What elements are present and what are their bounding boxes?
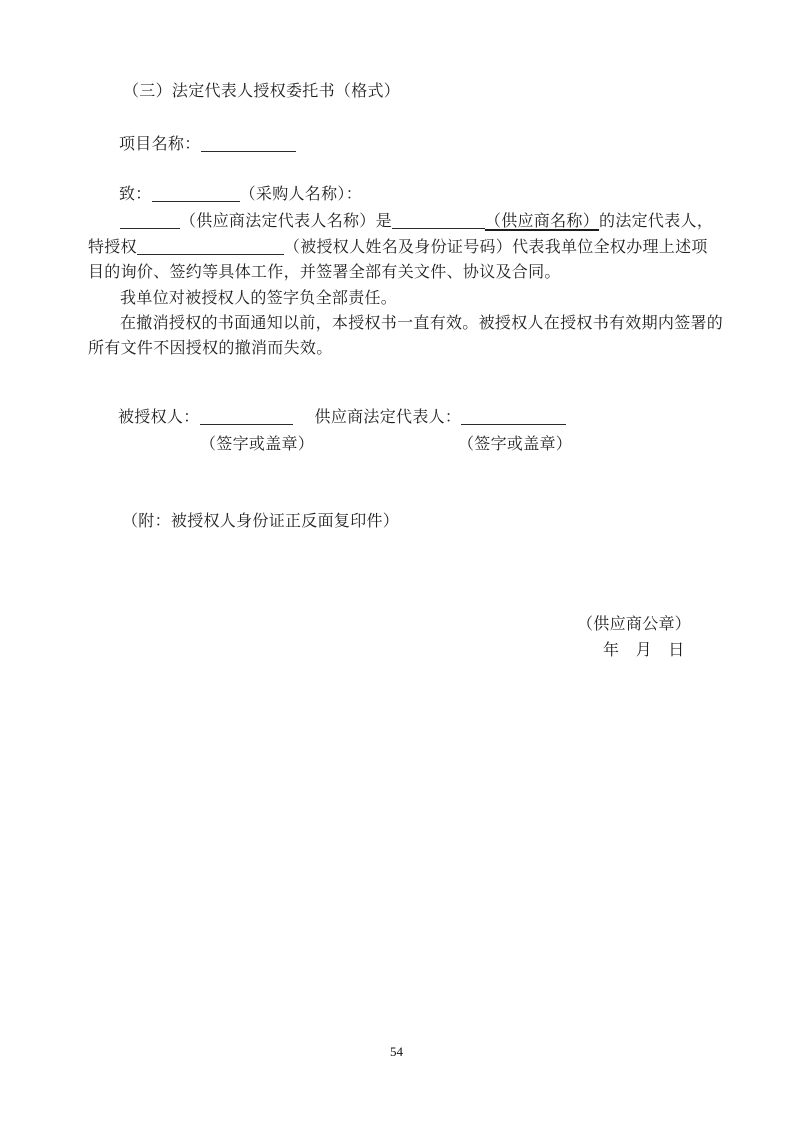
authorized-person-signature-blank: [200, 408, 293, 425]
body-line-2: [88, 235, 708, 261]
supplier-name-blank: [392, 212, 485, 229]
supplier-seal-note: （供应商公章）: [577, 616, 692, 633]
body-line-6: 所有文件不因授权的撤消而失效。: [88, 340, 333, 357]
salutation-suffix: （采购人名称）：: [239, 186, 363, 203]
project-name-blank: [201, 135, 296, 152]
sign-or-seal-note-left: （签字或盖章）: [200, 436, 315, 453]
sign-or-seal-note-right: （签字或盖章）: [458, 436, 573, 453]
entrust-prefix: 特授权: [88, 239, 137, 256]
legal-rep-name-blank: [120, 212, 180, 229]
project-name-line: [119, 132, 296, 158]
body-line-4: 我单位对被授权人的签字负全部责任。: [120, 290, 398, 307]
authorized-person-label: 被授权人：: [118, 409, 200, 426]
legal-rep-note: （供应商法定代表人名称）是: [180, 213, 392, 230]
body-line-5: 在撤消授权的书面通知以前，本授权书一直有效。被授权人在授权书有效期内签署的: [120, 315, 724, 332]
supplier-name-note: （供应商名称）: [484, 213, 600, 230]
supplier-representative-signature-blank: [461, 408, 566, 425]
project-name-label: 项目名称：: [119, 136, 201, 153]
salutation-line: [119, 182, 362, 208]
authorized-person-note: （被授权人姓名及身份证号码）: [283, 239, 513, 256]
body-line-1: [120, 209, 713, 235]
body-line-1-tail: 的法定代表人，: [599, 213, 714, 230]
purchaser-name-blank: [152, 185, 240, 202]
body-line-3: 目的询价、签约等具体工作，并签署全部有关文件、协议及合同。: [88, 264, 561, 281]
signature-line: [118, 405, 566, 431]
body-line-2-tail: 代表我单位全权办理上述项: [512, 239, 708, 256]
document-heading: （三）法定代表人授权委托书（格式）: [123, 83, 401, 100]
page-number: 54: [390, 1044, 403, 1059]
salutation-label: 致：: [119, 186, 152, 203]
date-line: 年 月 日: [603, 642, 685, 659]
authorized-person-blank: [137, 238, 284, 255]
attachment-note: （附：被授权人身份证正反面复印件）: [122, 513, 400, 530]
supplier-representative-label: 供应商法定代表人：: [314, 409, 462, 426]
